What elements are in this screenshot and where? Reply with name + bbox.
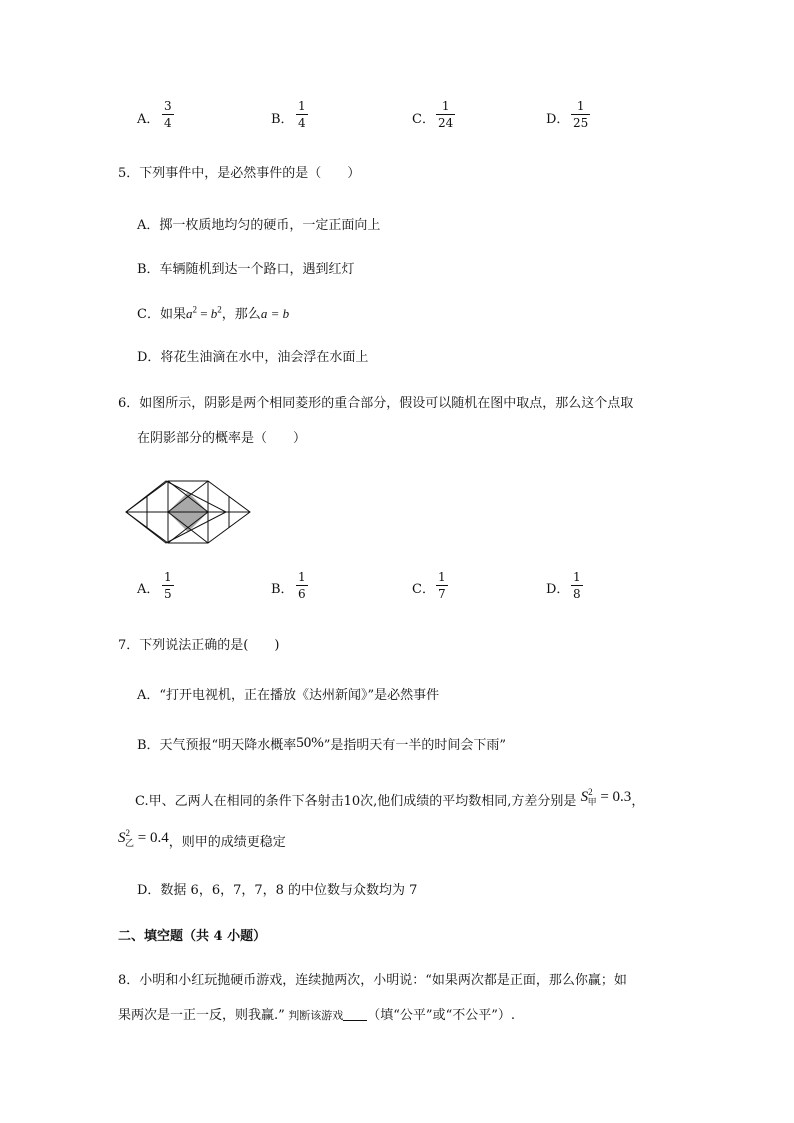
q8-line2-suffix: （填“公平”或“不公平”）. — [367, 1008, 515, 1023]
q4-option-d-letter: D． — [546, 112, 570, 127]
q7-stem: 7．下列说法正确的是( ) — [118, 638, 280, 653]
q6-option-a-letter: A． — [137, 582, 160, 597]
q7-option-c-text: C.甲、乙两人在相同的条件下各射击10次,他们成绩的平均数相同,方差分别是 — [135, 794, 577, 809]
exponent: 2 — [217, 304, 222, 315]
variance-symbol: S — [118, 830, 126, 846]
q6-stem-line2: 在阴影部分的概率是（ ） — [137, 431, 307, 446]
q6-option-d-letter: D． — [546, 582, 570, 597]
fraction-bar — [162, 585, 174, 586]
q5-option-c — [137, 303, 289, 322]
numerator: 1 — [298, 99, 306, 113]
q4-option-d-fraction — [571, 100, 590, 130]
variance-yi — [118, 830, 169, 846]
q8-line2 — [118, 1004, 515, 1023]
q7-option-c-line2 — [118, 828, 286, 853]
fraction-bar — [571, 114, 590, 115]
fraction-bar — [162, 114, 174, 115]
variance-symbol: S — [580, 789, 589, 805]
q4-option-a-letter: A． — [137, 112, 160, 127]
denominator: 5 — [164, 587, 172, 601]
q4-option-c-fraction — [436, 100, 455, 130]
q6-option-c-fraction — [436, 571, 448, 601]
equals-sign: = — [196, 306, 211, 321]
numerator: 1 — [438, 570, 446, 584]
denominator: 4 — [164, 116, 172, 130]
numerator: 1 — [441, 99, 450, 113]
variance-jia — [581, 789, 632, 805]
numerator: 1 — [573, 570, 581, 584]
q6-option-b-fraction — [296, 571, 308, 601]
numerator: 1 — [164, 570, 172, 584]
exponent: 2 — [192, 304, 197, 315]
denominator: 8 — [573, 587, 581, 601]
fraction-bar — [436, 114, 455, 115]
superscript: 2 — [125, 828, 130, 838]
q7-option-b — [137, 734, 506, 753]
numerator: 3 — [164, 99, 172, 113]
q8-line1: 8．小明和小红玩抛硬币游戏，连续抛两次，小明说：“如果两次都是正面，那么你赢；如 — [118, 973, 627, 988]
fraction-bar — [296, 114, 308, 115]
q6-option-a-fraction — [162, 571, 174, 601]
denominator: 25 — [573, 116, 589, 130]
denominator: 7 — [438, 587, 446, 601]
q7-option-b-percent: 50% — [296, 735, 324, 751]
math-b: b — [210, 306, 218, 321]
rhombus-overlap-figure — [118, 474, 260, 546]
q5-option-c-mid: ，那么 — [221, 307, 261, 322]
denominator: 24 — [438, 116, 454, 130]
denominator: 4 — [298, 116, 306, 130]
q6-stem-line1: 6．如图所示，阴影是两个相同菱形的重合部分，假设可以随机在图中取点，那么这个点取 — [118, 396, 634, 411]
comma: ， — [631, 794, 645, 809]
variance-value: = 0.4 — [134, 830, 169, 846]
superscript: 2 — [588, 787, 593, 797]
q7-option-b-prefix: B．天气预报“明天降水概率 — [137, 738, 297, 753]
q4-option-b-fraction — [296, 100, 308, 130]
math-conclusion: a = b — [260, 306, 290, 321]
math-a: a — [185, 306, 193, 321]
fraction-bar — [296, 585, 308, 586]
variance-value: = 0.3 — [596, 789, 632, 805]
q5-stem: 5．下列事件中，是必然事件的是（ ） — [118, 166, 361, 181]
q4-option-b-letter: B． — [271, 112, 294, 127]
q7-option-b-suffix: ”是指明天有一半的时间会下雨” — [323, 738, 506, 753]
q6-option-c-letter: C． — [412, 582, 435, 597]
q8-line2-judge: 判断该游戏 — [284, 1009, 344, 1022]
q5-option-b: B．车辆随机到达一个路口，遇到红灯 — [137, 262, 355, 277]
q8-line2-prefix: 果两次是一正一反，则我赢.” — [118, 1008, 285, 1023]
q5-option-d: D．将花生油滴在水中，油会浮在水面上 — [137, 350, 369, 365]
q7-option-d: D．数据 6，6，7，7，8 的中位数与众数均为 7 — [137, 883, 418, 898]
subscript-jia: 甲 — [587, 797, 597, 807]
answer-blank[interactable] — [343, 1008, 367, 1021]
numerator: 1 — [298, 570, 306, 584]
section-title: 二、填空题（共 4 小题） — [118, 929, 267, 944]
denominator: 6 — [298, 587, 306, 601]
q5-option-a: A．掷一枚质地均匀的硬币，一定正面向上 — [137, 218, 381, 233]
subscript-yi: 乙 — [125, 838, 135, 848]
q7-option-a: A．“打开电视机，正在播放《达州新闻》”是必然事件 — [137, 688, 440, 703]
fraction-bar — [571, 585, 583, 586]
q7-option-c-conclusion: ，则甲的成绩更稳定 — [168, 835, 286, 850]
q6-option-b-letter: B． — [271, 582, 294, 597]
numerator: 1 — [576, 99, 585, 113]
fraction-bar — [436, 585, 448, 586]
q4-option-c-letter: C． — [412, 112, 435, 127]
q6-option-d-fraction — [571, 571, 583, 601]
q5-option-c-prefix: C．如果 — [137, 307, 186, 322]
q7-option-c-line1 — [135, 787, 645, 812]
q4-option-a-fraction — [162, 100, 174, 130]
